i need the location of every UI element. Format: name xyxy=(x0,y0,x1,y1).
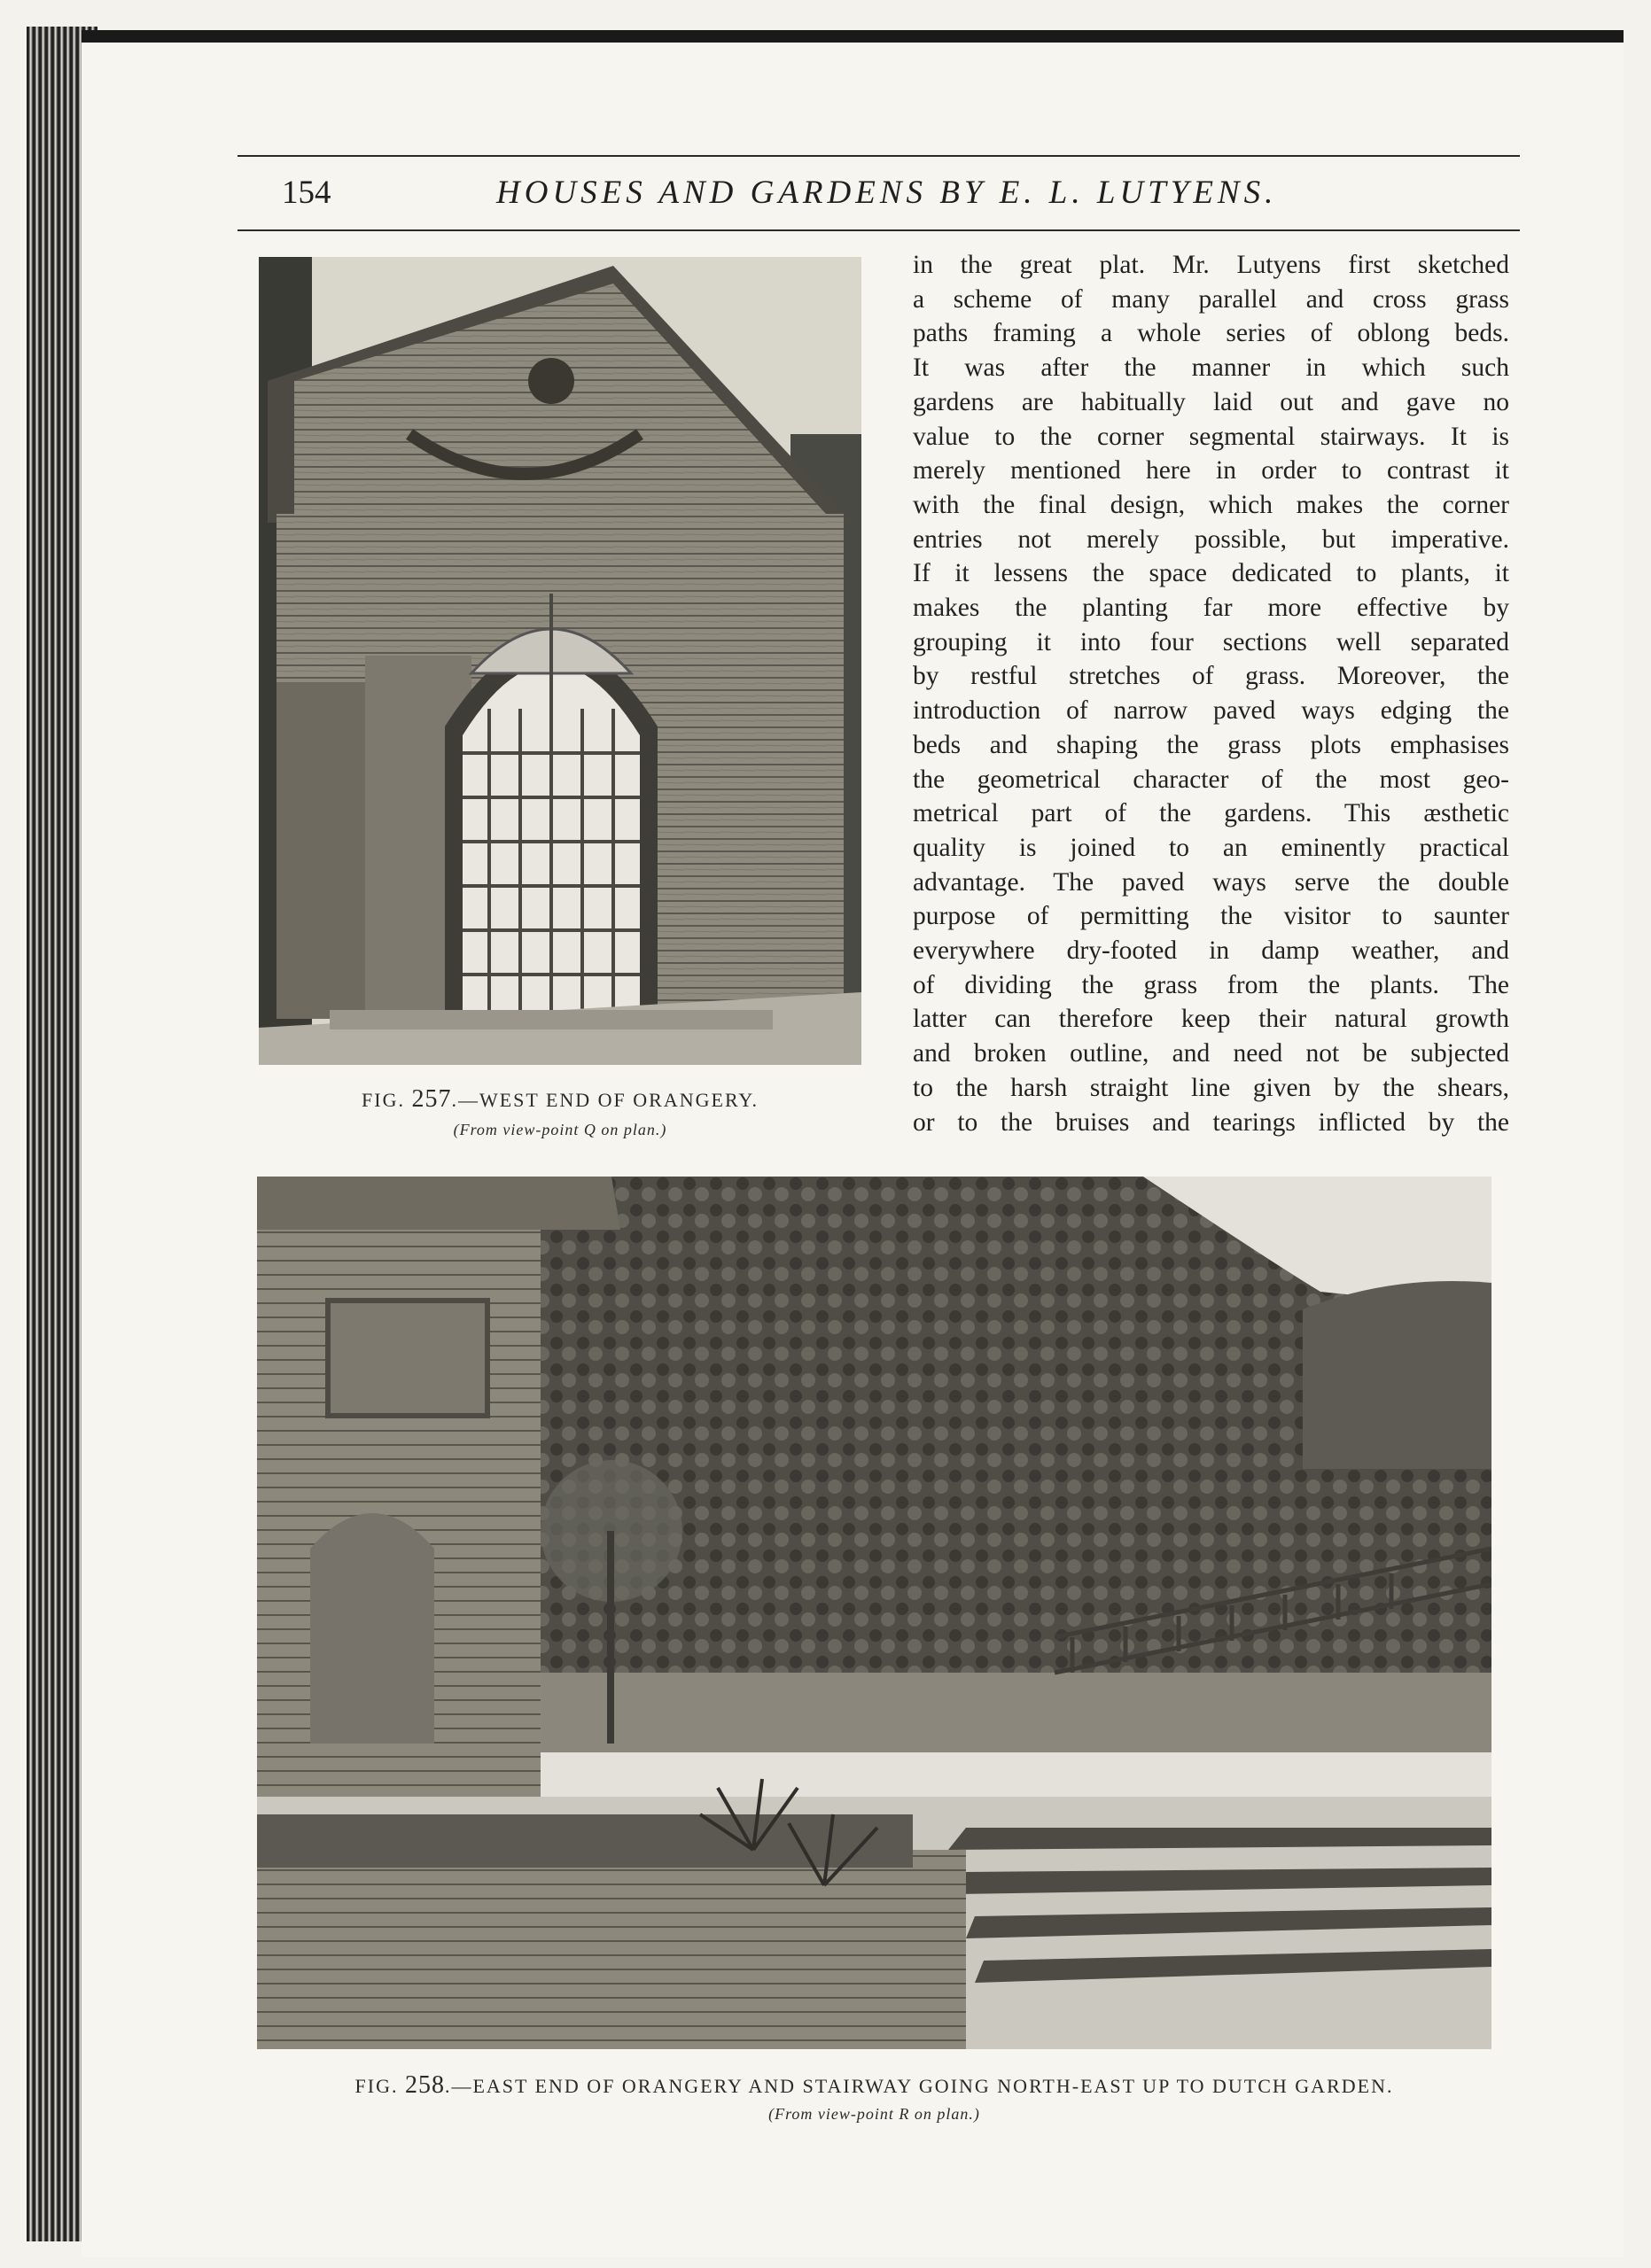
body-line: or to the bruises and tearings inflicted by the xyxy=(913,1107,1509,1137)
figure-258-caption xyxy=(257,2071,1491,2100)
body-line: metrical part of the gardens. This æsthetic xyxy=(913,799,1509,828)
body-line: advantage. The paved ways serve the double xyxy=(913,867,1509,897)
body-line: value to the corner segmental stairways. It is xyxy=(913,422,1509,451)
body-line: and broken outline, and need not be subjected xyxy=(913,1039,1509,1068)
body-line: beds and shaping the grass plots emphasises xyxy=(913,730,1509,759)
header-top-rule xyxy=(238,155,1520,157)
body-line: gardens are habitually laid out and gave no xyxy=(913,387,1509,416)
body-line: purpose of permitting the visitor to saunter xyxy=(913,902,1509,931)
page-number: 154 xyxy=(282,175,331,211)
figure-258-subcaption: (From view-point R on plan.) xyxy=(768,2105,980,2123)
figure-257-title: .—WEST END OF ORANGERY. xyxy=(451,1089,759,1111)
figure-258-prefix: FIG. xyxy=(354,2075,399,2097)
body-line: It was after the manner in which such xyxy=(913,353,1509,383)
body-line: latter can therefore keep their natural growth xyxy=(913,1005,1509,1034)
header-bottom-rule xyxy=(238,229,1520,231)
figure-258-photo xyxy=(257,1177,1491,2049)
body-line: makes the planting far more effective by xyxy=(913,594,1509,623)
figure-258-number: 258 xyxy=(404,2071,445,2099)
body-line: the geometrical character of the most geo- xyxy=(913,765,1509,794)
body-line: grouping it into four sections well separated xyxy=(913,627,1509,656)
figure-257-caption xyxy=(259,1085,861,1114)
body-line: introduction of narrow paved ways edging the xyxy=(913,696,1509,726)
body-line: quality is joined to an eminently practical xyxy=(913,833,1509,862)
figure-258-title: .—EAST END OF ORANGERY AND STAIRWAY GOING NORTH-EAST UP TO DUTCH GARDEN. xyxy=(444,2075,1394,2097)
figure-257-number: 257 xyxy=(411,1085,452,1113)
body-line: everywhere dry-footed in damp weather, and xyxy=(913,936,1509,966)
body-line: paths framing a whole series of oblong beds. xyxy=(913,319,1509,348)
body-line: with the final design, which makes the corner xyxy=(913,490,1509,519)
figure-257-photo xyxy=(259,257,861,1065)
body-line: merely mentioned here in order to contrast it xyxy=(913,456,1509,485)
body-text-column xyxy=(913,248,1509,1139)
body-line: entries not merely possible, but imperative. xyxy=(913,524,1509,554)
body-line: in the great plat. Mr. Lutyens first sketched xyxy=(913,251,1509,279)
body-line: If it lessens the space dedicated to plants, it xyxy=(913,559,1509,588)
body-line: a scheme of many parallel and cross grass xyxy=(913,284,1509,314)
running-title: HOUSES AND GARDENS BY E. L. LUTYENS. xyxy=(496,175,1278,211)
body-line: of dividing the grass from the plants. The xyxy=(913,970,1509,999)
figure-257-prefix: FIG. xyxy=(362,1089,405,1111)
body-line: to the harsh straight line given by the shears, xyxy=(913,1073,1509,1102)
figure-257-subcaption: (From view-point Q on plan.) xyxy=(453,1121,667,1138)
body-line: by restful stretches of grass. Moreover, the xyxy=(913,662,1509,691)
